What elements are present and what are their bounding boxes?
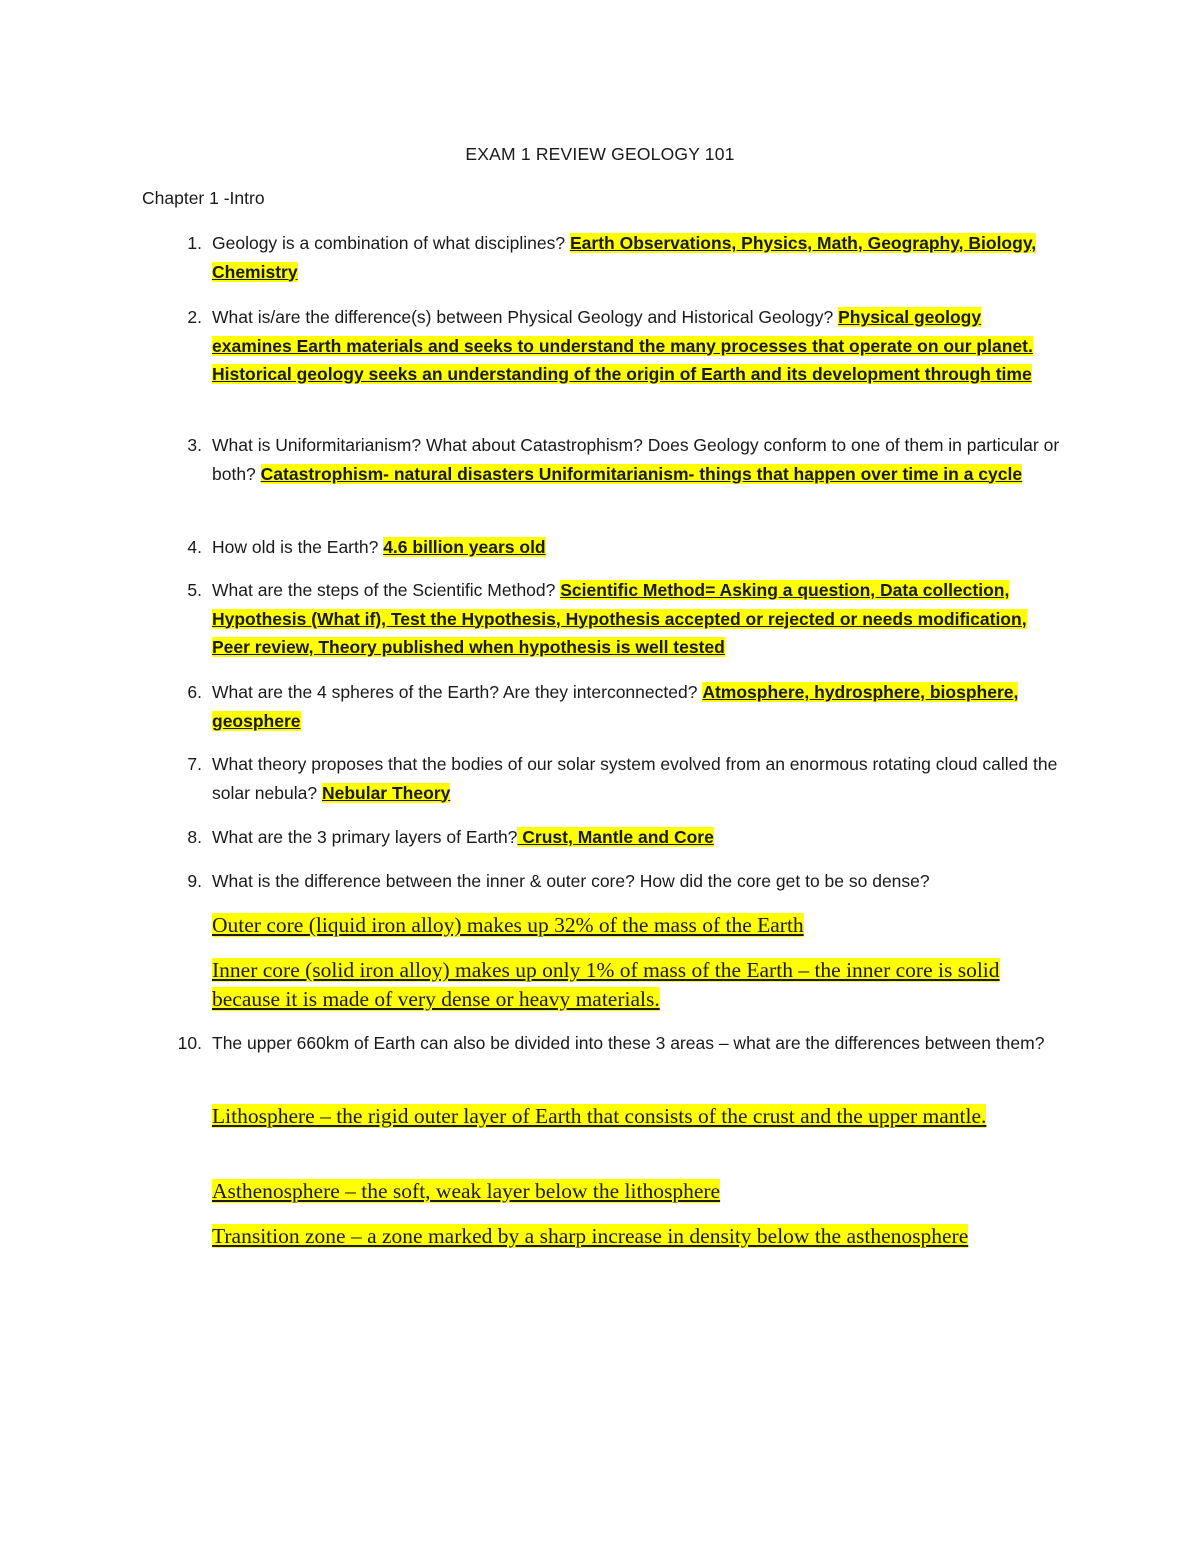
answer-9-outer-core — [212, 911, 1072, 940]
answer-10-asthenosphere — [212, 1177, 1072, 1206]
question-number: 4. — [187, 537, 202, 557]
question-number: 9. — [187, 871, 202, 891]
question-text: What are the 4 spheres of the Earth? Are they interconnected? — [212, 682, 703, 702]
question-text: What are the 3 primary layers of Earth? — [212, 827, 518, 847]
question-number: 3. — [187, 435, 202, 455]
question-text: What is/are the difference(s) between Physical Geology and Historical Geology? — [212, 307, 839, 327]
answer-text: Transition zone – a zone marked by a sharp increase in density below the asthenosphere — [212, 1224, 969, 1248]
question-text: The upper 660km of Earth can also be divided into these 3 areas – what are the differences between them? — [212, 1033, 1045, 1053]
question-number: 5. — [187, 580, 202, 600]
answer-10-lithosphere — [212, 1102, 1072, 1131]
answer-text: Outer core (liquid iron alloy) makes up 32% of the mass of the Earth — [212, 913, 804, 937]
question-text: What is Uniformitarianism? What about Catastrophism? Does Geology conform to one of them in particular or both? — [212, 435, 1060, 484]
question-number: 8. — [187, 827, 202, 847]
answer-text: Earth Observations, Physics, Math, Geography, Biology, Chemistry — [212, 233, 1037, 282]
question-text: What are the steps of the Scientific Method? — [212, 580, 561, 600]
answer-text: Nebular Theory — [321, 782, 451, 803]
question-text: What theory proposes that the bodies of our solar system evolved from an enormous rotating cloud called the solar nebula? — [212, 754, 1058, 803]
answer-text: Physical geology examines Earth materials and seeks to understand the many processes that operate on our planet. Historical geology seeks an understanding of the origin of Earth and its development through time — [212, 307, 1033, 384]
answer-9-inner-core — [212, 956, 1072, 1014]
answer-10-transition-zone — [212, 1222, 1072, 1251]
question-text: What is the difference between the inner & outer core? How did the core get to be so dense? — [212, 871, 930, 891]
chapter-heading: Chapter 1 -Intro — [142, 188, 265, 208]
answer-text: Scientific Method= Asking a question, Data collection, Hypothesis (What if), Test the Hypothesis, Hypothesis accepted or rejected or needs modification, Peer review, Theory published when hypothesis is well tested — [212, 580, 1027, 657]
answer-text: Atmosphere, hydrosphere, biosphere, geosphere — [212, 682, 1019, 731]
answer-text: Catastrophism- natural disasters Uniformitarianism- things that happen over time in a cycle — [260, 463, 1023, 484]
answer-text: Asthenosphere – the soft, weak layer below the lithosphere — [212, 1179, 721, 1203]
question-number: 2. — [187, 307, 202, 327]
answer-text: Crust, Mantle and Core — [517, 827, 714, 847]
document-title: EXAM 1 REVIEW GEOLOGY 101 — [465, 144, 735, 164]
question-number: 10. — [177, 1033, 202, 1053]
answer-text: Inner core (solid iron alloy) makes up only 1% of mass of the Earth – the inner core is solid because it is made of very dense or heavy materials. — [212, 958, 1000, 1011]
question-text: Geology is a combination of what disciplines? — [212, 233, 570, 253]
question-number: 7. — [187, 754, 202, 774]
answer-text: 4.6 billion years old — [383, 537, 546, 557]
answer-text: Lithosphere – the rigid outer layer of Earth that consists of the crust and the upper mantle. — [212, 1104, 987, 1128]
question-number: 6. — [187, 682, 202, 702]
question-text: How old is the Earth? — [212, 537, 384, 557]
question-number: 1. — [187, 233, 202, 253]
